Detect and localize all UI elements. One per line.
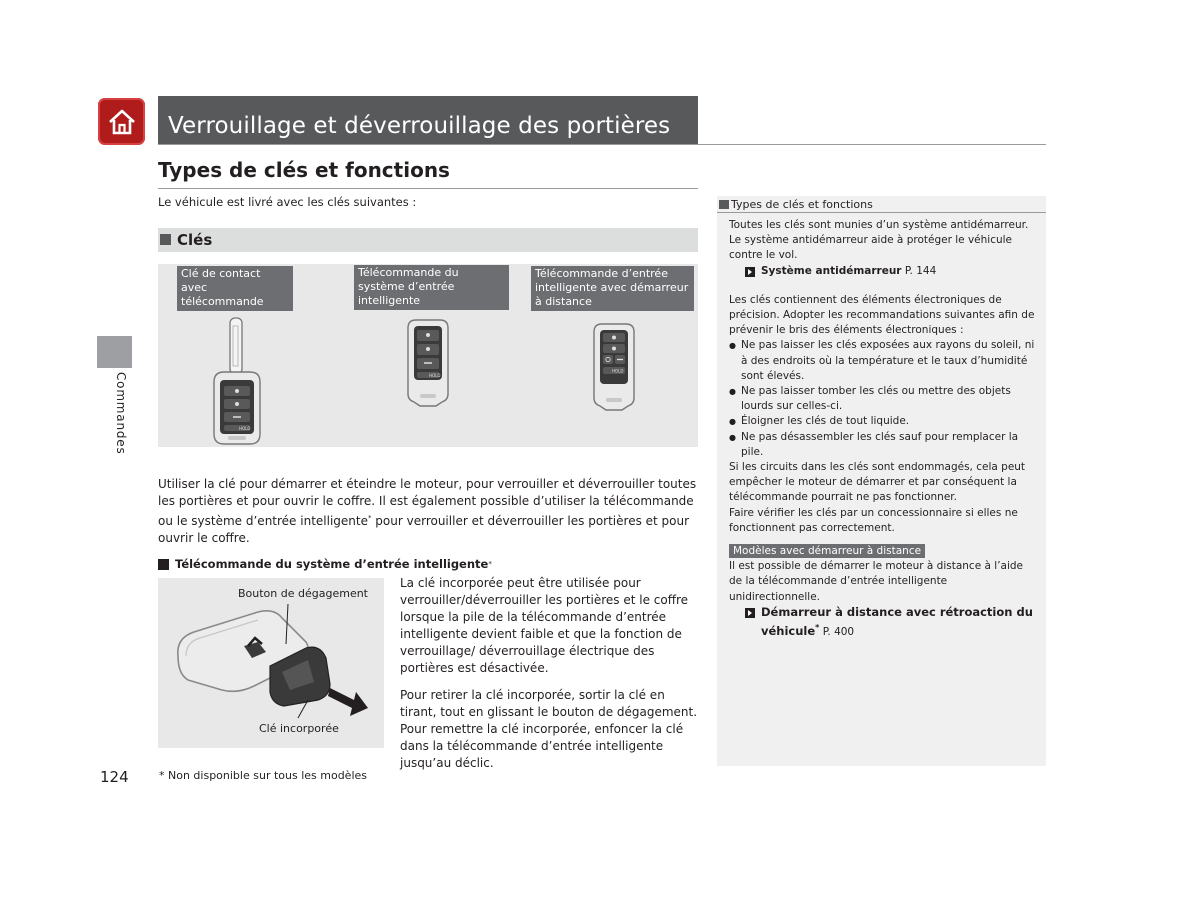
smart-remote-icon [402, 318, 454, 410]
body-paragraph-end: pour verrouiller et déverrouiller les portières et pour ouvrir le coffre. [158, 514, 690, 545]
reference-page: P. 144 [901, 264, 937, 277]
title-divider [158, 144, 1046, 145]
sidebar-paragraph: Les clés contiennent des éléments électroniques de précision. Adopter les recommandations suivantes afin de prévenir le bris des éléments électroniques : [729, 293, 1035, 337]
keys-illustration [158, 264, 698, 447]
cles-heading-bar [158, 228, 698, 252]
ignition-key-icon [208, 316, 268, 448]
remote-start-key-icon [588, 322, 640, 414]
release-button-label: Bouton de dégagement [238, 587, 368, 600]
model-tag: Modèles avec démarreur à distance [729, 544, 925, 558]
list-item: ● Ne pas laisser les clés exposées aux rayons du soleil, ni à des endroits où la température et le taux d’humidité sont élevés. [729, 338, 1037, 384]
reference-title: Démarreur à distance avec rétroaction du véhicule [761, 604, 1033, 638]
square-bullet-icon [158, 559, 169, 570]
built-in-key-label: Clé incorporée [259, 722, 339, 735]
sidebar-header-text: Types de clés et fonctions [731, 198, 873, 211]
instruction-paragraph-1: La clé incorporée peut être utilisée pour verrouiller/déverrouiller les portières et le coffre lorsque la pile de la télécommande d’entrée intelligente devient faible et que la fonction de verrouillage/ déverrouillage électrique des portières est désactivée. [400, 576, 689, 675]
hold-text: HOLD [612, 368, 624, 374]
reference-link-immobilizer[interactable] [729, 264, 1037, 279]
reference-arrow-icon [745, 608, 755, 618]
sidebar-paragraph: Si les circuits dans les clés sont endommagés, cela peut empêcher le moteur de démarrer et par conséquent la télécommande pourrait ne pas fonctionner. [729, 461, 1026, 504]
page-number: 124 [100, 768, 129, 786]
subheading-text: Télécommande du système d’entrée intelligente [175, 557, 489, 571]
sidebar-notes [717, 196, 1046, 766]
list-item: ● Ne pas désassembler les clés sauf pour remplacer la pile. [729, 430, 1037, 460]
body-paragraph-text: Utiliser la clé pour démarrer et éteindre le moteur, pour verrouiller et déverrouiller toutes les portières et pour ouvrir le coffre. Il est également possible d’utiliser la télécommande ou le système d’entrée intelligente [158, 477, 697, 528]
reference-link-remote-start[interactable] [729, 605, 1037, 640]
chapter-label: Commandes [114, 372, 128, 455]
list-item: ● Éloigner les clés de tout liquide. [729, 414, 1037, 429]
home-icon [107, 108, 137, 136]
list-item: ● Ne pas laisser tomber les clés ou mettre des objets lourds sur celles-ci. [729, 384, 1037, 414]
section-title: Types de clés et fonctions [158, 158, 450, 182]
footnote-star: * [367, 514, 372, 522]
sidebar-paragraph: Il est possible de démarrer le moteur à distance à l’aide de la télécommande d’entrée intelligente unidirectionnelle. [729, 560, 1024, 603]
intro-text: Le véhicule est livré avec les clés suivantes : [158, 195, 417, 209]
sidebar-paragraph: Toutes les clés sont munies d’un système antidémarreur. Le système antidémarreur aide à protéger le véhicule contre le vol. [729, 219, 1029, 262]
hold-text: HOLD [239, 426, 251, 431]
footnote-star: * [815, 622, 820, 632]
page-title: Verrouillage et déverrouillage des portières [158, 96, 698, 144]
sidebar-body [729, 218, 1037, 640]
cles-heading: Clés [177, 231, 213, 249]
subheading [158, 557, 492, 571]
home-button[interactable] [98, 98, 145, 145]
reference-page: P. 400 [819, 625, 855, 638]
body-paragraph [158, 476, 703, 547]
reference-arrow-icon [745, 267, 755, 277]
sidebar-header [717, 196, 1046, 213]
square-bullet-icon [160, 234, 171, 245]
reference-title: Système antidémarreur [761, 264, 902, 277]
key-label-smart: Télécommande du système d’entrée intelligente [354, 265, 509, 310]
instruction-paragraph-2: Pour retirer la clé incorporée, sortir la clé en tirant, tout en glissant le bouton de dégagement. Pour remettre la clé incorporée, enfoncer la clé dans la télécommande d’entrée intelligente jusqu’au déclic. [400, 688, 698, 770]
key-removal-icon [158, 600, 384, 720]
section-divider [158, 188, 698, 189]
footnote: * Non disponible sur tous les modèles [159, 769, 368, 782]
sidebar-paragraph: Faire vérifier les clés par un concessionnaire si elles ne fonctionnent pas correctement. [729, 506, 1018, 534]
chapter-tab[interactable] [97, 336, 132, 368]
note-icon [719, 200, 729, 209]
hold-text: HOLD [429, 373, 441, 378]
key-label-contact: Clé de contact avec télécommande [177, 266, 293, 311]
footnote-star: * [488, 560, 492, 568]
built-in-key-instructions [400, 575, 705, 772]
built-in-key-illustration [158, 578, 384, 748]
key-label-remote-start: Télécommande d’entrée intelligente avec démarreur à distance [531, 266, 694, 311]
